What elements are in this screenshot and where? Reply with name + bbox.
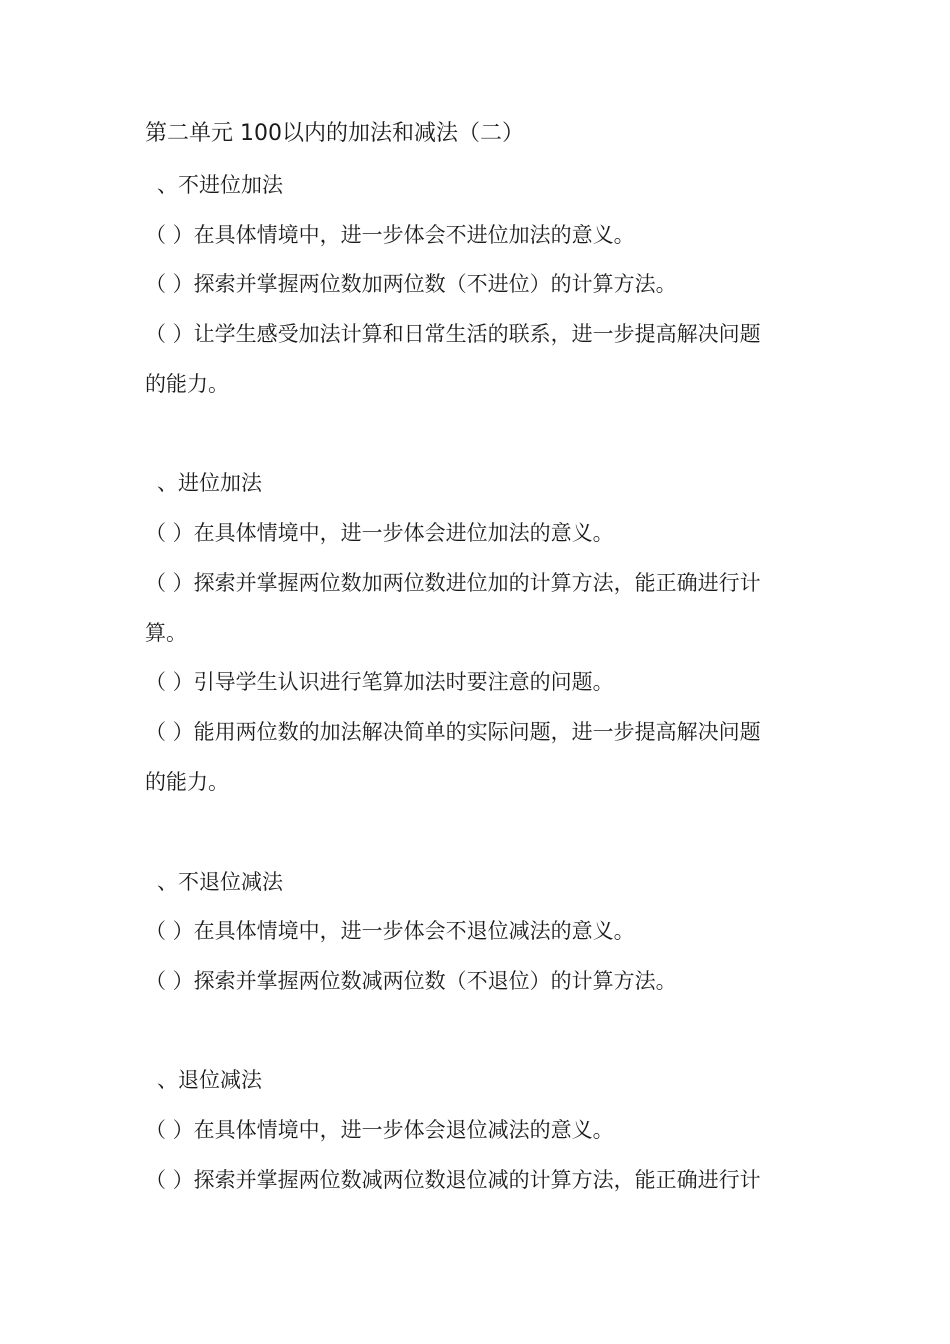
- paragraph-line: （ ）在具体情境中，进一步体会退位减法的意义。: [145, 1118, 614, 1142]
- paragraph-line: （ ）在具体情境中，进一步体会不进位加法的意义。: [145, 223, 635, 247]
- paragraph-line: （ ）让学生感受加法计算和日常生活的联系，进一步提高解决问题: [145, 322, 761, 346]
- section-heading: 、不进位加法: [157, 173, 283, 197]
- paragraph-line: 的能力。: [145, 770, 229, 794]
- paragraph-line: （ ）在具体情境中，进一步体会进位加法的意义。: [145, 521, 614, 545]
- paragraph-line: （ ）探索并掌握两位数减两位数（不退位）的计算方法。: [145, 969, 677, 993]
- section-heading: 、不退位减法: [157, 870, 283, 894]
- paragraph-line: 的能力。: [145, 372, 229, 396]
- paragraph-line: （ ）能用两位数的加法解决简单的实际问题，进一步提高解决问题: [145, 720, 761, 744]
- paragraph-line: （ ）引导学生认识进行笔算加法时要注意的问题。: [145, 670, 614, 694]
- section-heading: 、进位加法: [157, 471, 262, 495]
- page-title: 第二单元 100以内的加法和减法（二）: [145, 121, 524, 146]
- paragraph-line: 算。: [145, 621, 187, 645]
- paragraph-line: （ ）在具体情境中，进一步体会不退位减法的意义。: [145, 919, 635, 943]
- paragraph-line: （ ）探索并掌握两位数加两位数进位加的计算方法，能正确进行计: [145, 571, 761, 595]
- paragraph-line: （ ）探索并掌握两位数减两位数退位减的计算方法，能正确进行计: [145, 1168, 761, 1192]
- paragraph-line: （ ）探索并掌握两位数加两位数（不进位）的计算方法。: [145, 272, 677, 296]
- section-heading: 、退位减法: [157, 1068, 262, 1092]
